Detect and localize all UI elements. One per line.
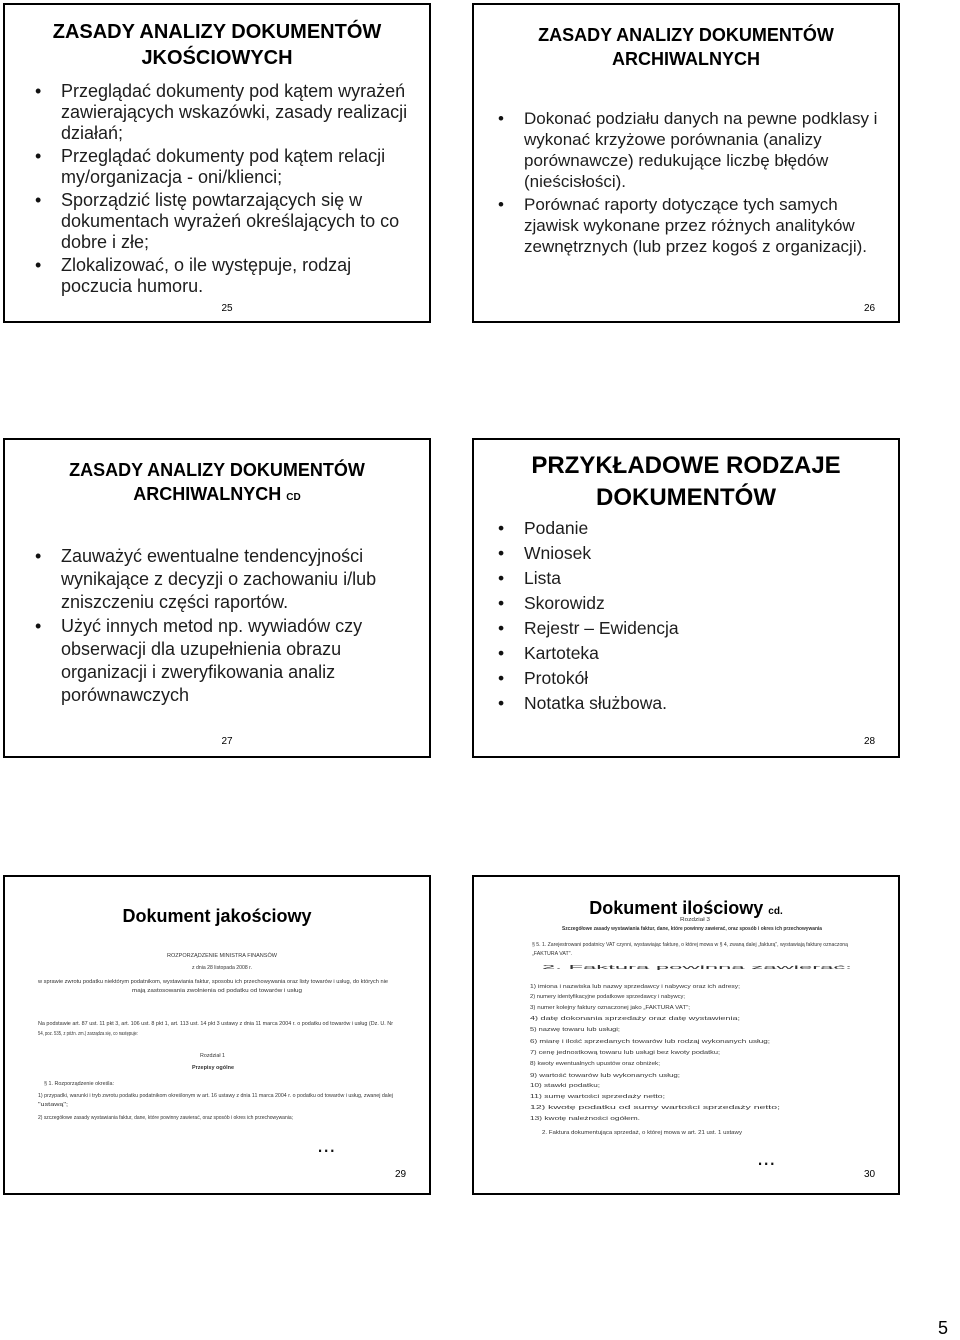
- document-text-line: 5) nazwę towaru lub usługi;: [530, 1027, 620, 1033]
- document-text-line: § 1. Rozporządzenie określa:: [44, 1081, 114, 1087]
- document-text-line: 9) wartość towarów lub wykonanych usług;: [530, 1073, 680, 1079]
- document-text-line: 7) cenę jednostkową towaru lub usługi bez kwoty podatku;: [530, 1050, 720, 1056]
- slide-number: 28: [864, 736, 876, 747]
- slide-title: ZASADY ANALIZY DOKUMENTÓW ARCHIWALNYCH: [538, 25, 834, 69]
- list-item: • Użyć innych metod np. wywiadów czy obserwacji dla uzupełnienia obrazu organizacji i zweryfikowania analiz porównawczych: [31, 615, 426, 707]
- document-text-line: Rozdział 1: [200, 1053, 226, 1059]
- slide-title: ZASADY ANALIZY DOKUMENTÓW JKOŚCIOWYCH: [52, 21, 382, 69]
- list-item: • Przeglądać dokumenty pod kątem relacji my/organizacja - oni/klienci;: [31, 146, 421, 188]
- slide-title-suffix: cd.: [768, 906, 783, 917]
- slide-27: [3, 438, 431, 758]
- document-text-line: 3) numer kolejny faktury oznaczonej jako „FAKTURA VAT”;: [530, 1005, 690, 1011]
- document-text-line: 10) stawki podatku;: [530, 1083, 600, 1089]
- slide-title: Dokument jakościowy: [122, 906, 312, 926]
- slide-title-text: Dokument ilościowy: [589, 898, 764, 918]
- document-text-line: „FAKTURA VAT”.: [532, 951, 572, 957]
- list-item: • Lista: [494, 566, 884, 591]
- list-item: • Skorowidz: [494, 591, 884, 616]
- list-item: • Podanie: [494, 516, 884, 541]
- document-text-line: 4) datę dokonania sprzedaży oraz datę wystawienia;: [530, 1016, 740, 1022]
- slide-title-suffix: CD: [286, 492, 301, 503]
- slide-number: 25: [221, 303, 233, 314]
- slide-number: 29: [395, 1169, 407, 1180]
- document-text-line: 2) numery identyfikacyjne podatkowe sprzedawcy i nabywcy;: [530, 994, 685, 1000]
- slide-title-text: ZASADY ANALIZY DOKUMENTÓW ARCHIWALNYCH: [69, 460, 365, 504]
- document-text-line: Szczegółowe zasady wystawiania faktur, dane, które powinny zawierać, oraz sposób i okres ich przechowywania: [562, 926, 823, 932]
- list-item: • Rejestr – Ewidencja: [494, 616, 884, 641]
- document-text-line: Przepisy ogólne: [192, 1065, 235, 1071]
- document-text-line: ROZPORZĄDZENIE MINISTRA FINANSÓW: [167, 953, 267, 959]
- continuation-ellipsis: ...: [757, 1145, 776, 1170]
- list-item: • Sporządzić listę powtarzających się w dokumentach wyrażeń określających to co dobre i złe;: [31, 190, 421, 253]
- document-scan-image: [522, 912, 852, 1137]
- list-item: • Przeglądać dokumenty pod kątem wyrażeń zawierających wskazówki, zasady realizacji działań;: [31, 81, 421, 144]
- slide-29: [3, 875, 431, 1195]
- page-number: 5: [937, 1318, 948, 1338]
- slide-28: [472, 438, 900, 758]
- document-scan-image: [32, 947, 400, 1127]
- document-text-line: § 5. 1. Zarejestrowani podatnicy VAT czynni, wystawiając fakturę, o której mowa w § 4, zwaną dalej „fakturą”, wystawiają fakturę oznaczoną: [532, 942, 849, 948]
- slide-30: [472, 875, 900, 1195]
- slide-number: 30: [864, 1169, 876, 1180]
- document-text-line: 1) przypadki, warunki i tryb zwrotu podatku podatnikom określonym w art. 16 ustawy z dnia 11 marca 2004 r. o podatku od towarów i usług, zwanej dalej: [38, 1093, 393, 1099]
- bullet-list: [31, 81, 421, 299]
- document-text-line: "ustawą";: [38, 1102, 68, 1108]
- document-text-line: 8) kwoty ewentualnych upustów oraz obniżek;: [530, 1061, 660, 1067]
- slide-25: [3, 3, 431, 323]
- slide-title: [5, 440, 429, 510]
- document-text-line: 12) kwotę podatku od sumy wartości sprzedaży netto;: [530, 1105, 780, 1111]
- document-text-line: 2. Faktura powinna zawierać:: [542, 965, 852, 971]
- continuation-ellipsis: ...: [317, 1132, 336, 1157]
- list-item: • Porównać raporty dotyczące tych samych zjawisk wykonane przez różnych analityków zewnętrznych (lub przez kogoś z organizacji).: [494, 194, 894, 257]
- document-text-line: w sprawie zwrotu podatku niektórym podatnikom, wystawiania faktur, sposobu ich przechowywania oraz listy towarów i usług, do których nie: [38, 979, 389, 985]
- slide-26: [472, 3, 900, 323]
- document-text-line: 11) sumę wartości sprzedaży netto;: [530, 1094, 665, 1100]
- list-item: • Zlokalizować, o ile występuje, rodzaj poczucia humoru.: [31, 255, 421, 297]
- document-text-line: Rozdział 3: [680, 917, 711, 923]
- slide-number: 26: [864, 303, 876, 314]
- bullet-list: [494, 108, 894, 259]
- list-item: • Notatka służbowa.: [494, 691, 884, 716]
- list-item: • Wniosek: [494, 541, 884, 566]
- list-item: • Zauważyć ewentualne tendencyjności wynikające z decyzji o zachowaniu i/lub zniszczeniu części raportów.: [31, 545, 426, 614]
- slide-title: [474, 877, 898, 923]
- document-text-line: mają zastosowania zwolnienia od podatku od towarów i usług: [132, 988, 303, 994]
- bullet-list: [494, 516, 884, 716]
- list-item: • Kartoteka: [494, 641, 884, 666]
- document-text-line: 2) szczegółowe zasady wystawiania faktur, dane, które powinny zawierać, oraz sposób i okres ich przechowywania;: [38, 1115, 293, 1121]
- document-text-line: 13) kwotę należności ogółem.: [530, 1116, 640, 1122]
- document-text-line: 6) miarę i ilość sprzedanych towarów lub rodzaj wykonanych usług;: [530, 1039, 770, 1045]
- document-text-line: z dnia 28 listopada 2008 r.: [192, 965, 252, 971]
- document-text-line: 2. Faktura dokumentująca sprzedaż, o której mowa w art. 21 ust. 1 ustawy: [542, 1130, 743, 1136]
- slide-title: PRZYKŁADOWE RODZAJE DOKUMENTÓW: [531, 452, 841, 511]
- document-text-line: Na podstawie art. 87 ust. 11 pkt 3, art. 106 ust. 8 pkt 1, art. 113 ust. 14 pkt 3 ustawy z dnia 11 marca 2004 r. o podatku od towarów i usług (Dz. U. Nr: [38, 1021, 394, 1027]
- list-item: • Dokonać podziału danych na pewne podklasy i wykonać krzyżowe porównania (analizy porównawcze) redukujące liczbę błędów (nieścisłości).: [494, 108, 894, 192]
- bullet-list: [31, 545, 426, 708]
- document-text-line: 54, poz. 535, z późn. zm.) zarządza się, co następuje:: [38, 1031, 138, 1037]
- slide-number: 27: [221, 736, 233, 747]
- list-item: • Protokół: [494, 666, 884, 691]
- document-text-line: 1) imiona i nazwiska lub nazwy sprzedawcy i nabywcy oraz ich adresy;: [530, 984, 740, 990]
